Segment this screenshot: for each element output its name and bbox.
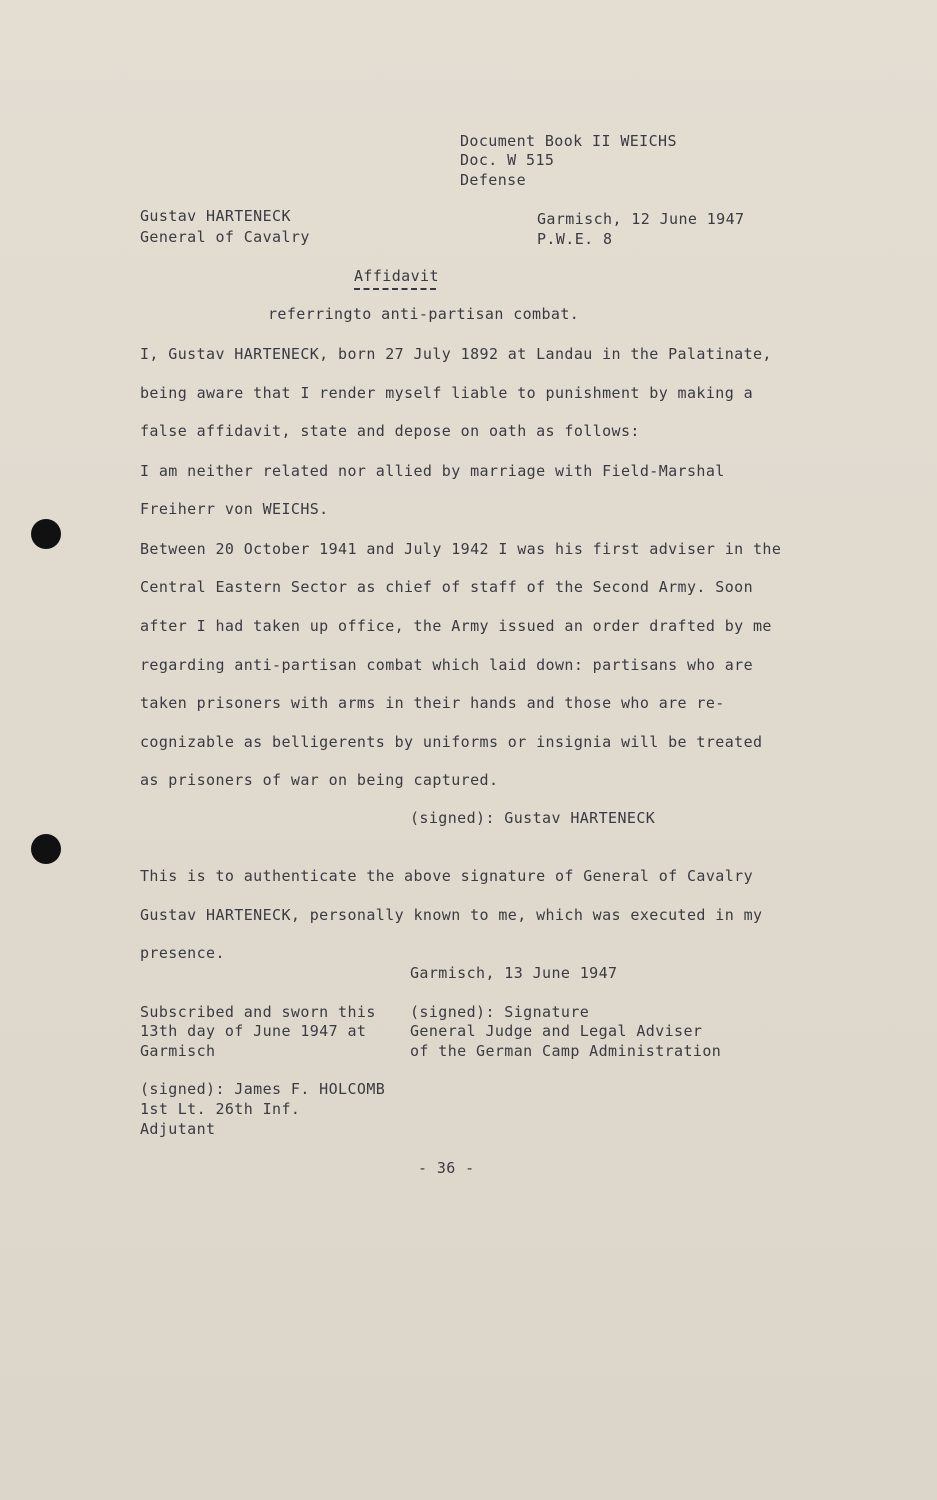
body-line: I, Gustav HARTENECK, born 27 July 1892 at Landau in the Palatinate, bbox=[140, 345, 772, 363]
punch-hole-top bbox=[31, 519, 61, 549]
body-line: false affidavit, state and depose on oath as follows: bbox=[140, 422, 640, 440]
holcomb-line: Adjutant bbox=[140, 1120, 216, 1138]
defense-label: Defense bbox=[460, 171, 527, 189]
body-line: after I had taken up office, the Army issued an order drafted by me bbox=[140, 617, 772, 635]
doc-number: Doc. W 515 bbox=[460, 151, 555, 169]
author-rank: General of Cavalry bbox=[140, 228, 310, 246]
judge-line: General Judge and Legal Adviser bbox=[410, 1022, 703, 1040]
document-title: Affidavit bbox=[354, 267, 439, 285]
sworn-line: Subscribed and sworn this bbox=[140, 1003, 376, 1021]
judge-line: (signed): Signature bbox=[410, 1003, 590, 1021]
body-line: I am neither related nor allied by marriage with Field-Marshal bbox=[140, 462, 725, 480]
authentication-date: Garmisch, 13 June 1947 bbox=[410, 964, 618, 982]
document-subtitle: referringto anti-partisan combat. bbox=[268, 305, 580, 323]
body-line: Between 20 October 1941 and July 1942 I was his first adviser in the bbox=[140, 540, 782, 558]
signature-line: (signed): Gustav HARTENECK bbox=[410, 809, 656, 827]
page-number: - 36 - bbox=[418, 1159, 475, 1177]
body-line: Freiherr von WEICHS. bbox=[140, 500, 329, 518]
body-line: regarding anti-partisan combat which laid down: partisans who are bbox=[140, 656, 753, 674]
authentication-line: Gustav HARTENECK, personally known to me, which was executed in my bbox=[140, 906, 763, 924]
holcomb-line: (signed): James F. HOLCOMB bbox=[140, 1080, 386, 1098]
sworn-line: Garmisch bbox=[140, 1042, 216, 1060]
holcomb-line: 1st Lt. 26th Inf. bbox=[140, 1100, 301, 1118]
doc-book-label: Document Book II WEICHS bbox=[460, 132, 677, 150]
punch-hole-bottom bbox=[31, 834, 61, 864]
body-line: taken prisoners with arms in their hands and those who are re- bbox=[140, 694, 725, 712]
body-line: Central Eastern Sector as chief of staff of the Second Army. Soon bbox=[140, 578, 753, 596]
authentication-line: This is to authenticate the above signature of General of Cavalry bbox=[140, 867, 753, 885]
place-date: Garmisch, 12 June 1947 bbox=[537, 210, 745, 228]
authentication-line: presence. bbox=[140, 944, 225, 962]
title-underline bbox=[354, 288, 436, 290]
author-name: Gustav HARTENECK bbox=[140, 207, 291, 225]
judge-line: of the German Camp Administration bbox=[410, 1042, 722, 1060]
body-line: being aware that I render myself liable to punishment by making a bbox=[140, 384, 753, 402]
sworn-line: 13th day of June 1947 at bbox=[140, 1022, 367, 1040]
pwe-number: P.W.E. 8 bbox=[537, 230, 613, 248]
body-line: as prisoners of war on being captured. bbox=[140, 771, 499, 789]
body-line: cognizable as belligerents by uniforms or insignia will be treated bbox=[140, 733, 763, 751]
